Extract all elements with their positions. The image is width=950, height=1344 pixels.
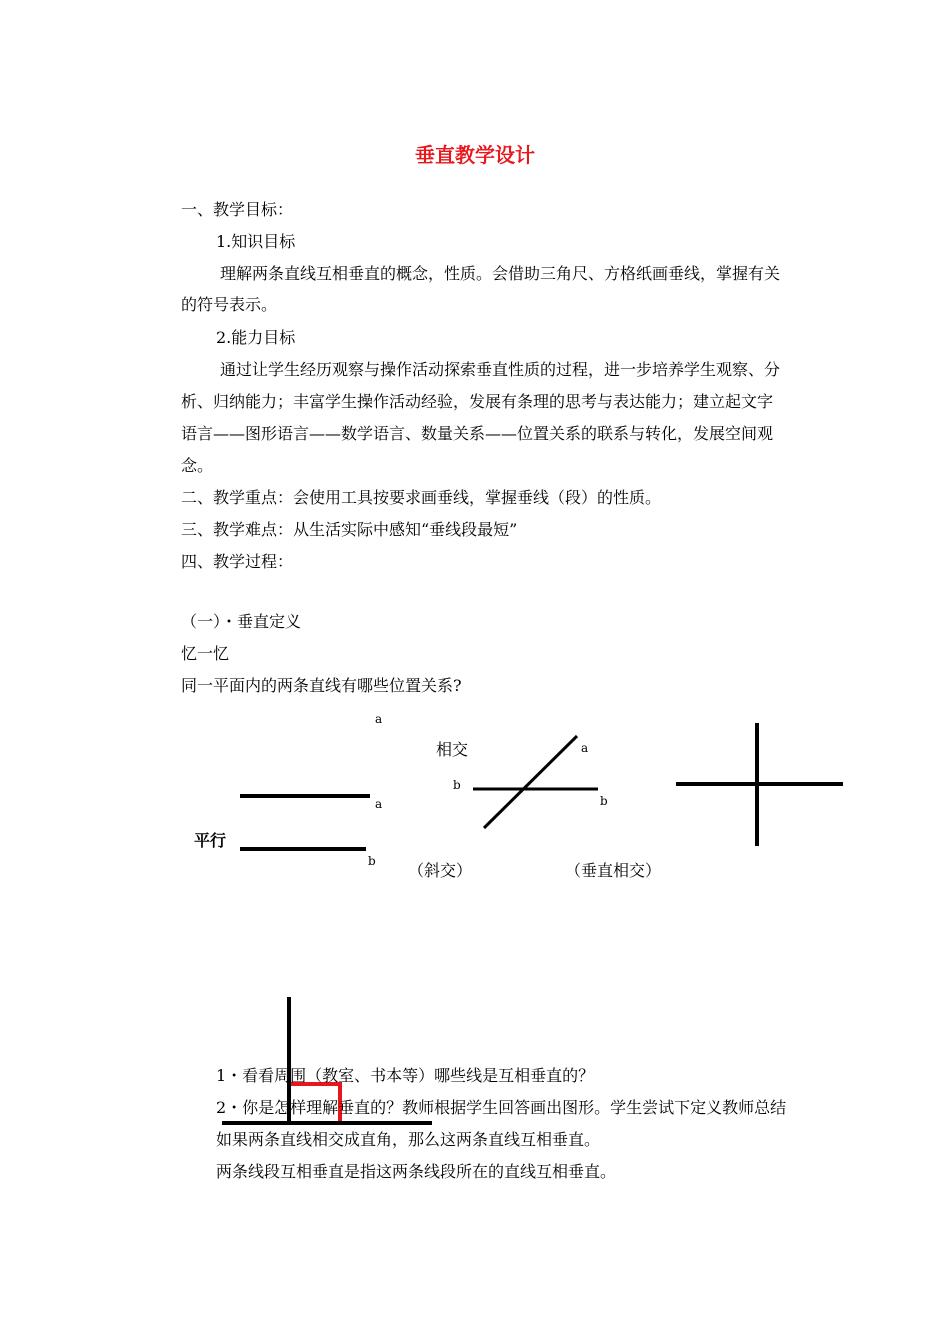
oblique-line-a: [484, 736, 577, 828]
caption-oblique: （斜交）: [408, 861, 473, 880]
section-objectives: 一、教学目标：: [181, 200, 294, 219]
paragraph-knowledge-line2: 的符号表示。: [181, 295, 278, 314]
caption-perpendicular: （垂直相交）: [565, 861, 662, 880]
perpendicular-intersection-figure: [676, 723, 843, 846]
page-title: 垂直教学设计: [415, 143, 535, 167]
label-a-parallel: a: [375, 797, 383, 811]
label-intersect: 相交: [436, 740, 469, 759]
question-positions: 同一平面内的两条直线有哪些位置关系?: [181, 676, 462, 695]
label-b-parallel: b: [368, 854, 376, 868]
oblique-intersection-figure: [473, 736, 598, 828]
paragraph-ability-line1: 通过让学生经历观察与操作活动探索垂直性质的过程，进一步培养学生观察、分: [220, 360, 781, 379]
label-parallel: 平行: [194, 831, 227, 850]
paragraph-ability-line4: 念。: [181, 456, 214, 475]
section-key-points: 二、教学重点：会使用工具按要求画垂线，掌握垂线（段）的性质。: [181, 488, 662, 507]
subsection-knowledge: 1.知识目标: [216, 232, 296, 251]
subsection-perpendicular-definition: （一）・垂直定义: [181, 612, 302, 631]
label-a-oblique: a: [581, 741, 589, 755]
label-a-top: a: [375, 712, 383, 726]
label-b-oblique-right: b: [600, 794, 608, 808]
segment-definition-line: 两条线段互相垂直是指这两条线段所在的直线互相垂直。: [216, 1162, 617, 1181]
paragraph-knowledge-line1: 理解两条直线互相垂直的概念，性质。会借助三角尺、方格纸画垂线，掌握有关: [220, 264, 781, 283]
list-item-1: 1・看看周围（教室、书本等）哪些线是互相垂直的？: [216, 1066, 595, 1085]
section-process: 四、教学过程：: [181, 552, 294, 571]
paragraph-ability-line2: 析、归纳能力；丰富学生操作活动经验，发展有条理的思考与表达能力；建立起文字: [181, 392, 774, 411]
subsection-ability: 2.能力目标: [216, 328, 296, 347]
paragraph-ability-line3: 语言——图形语言——数学语言、数量关系——位置关系的联系与转化，发展空间观: [181, 424, 774, 443]
parallel-lines-figure: [240, 796, 370, 849]
label-b-oblique-left: b: [453, 778, 461, 792]
section-difficulty: 三、教学难点：从生活实际中感知“垂线段最短”: [181, 520, 518, 539]
definition-line: 如果两条直线相交成直角，那么这两条直线互相垂直。: [216, 1130, 601, 1149]
list-item-2: 2・你是怎样理解垂直的？教师根据学生回答画出图形。学生尝试下定义教师总结: [216, 1098, 787, 1117]
recall-heading: 忆一忆: [181, 644, 230, 663]
